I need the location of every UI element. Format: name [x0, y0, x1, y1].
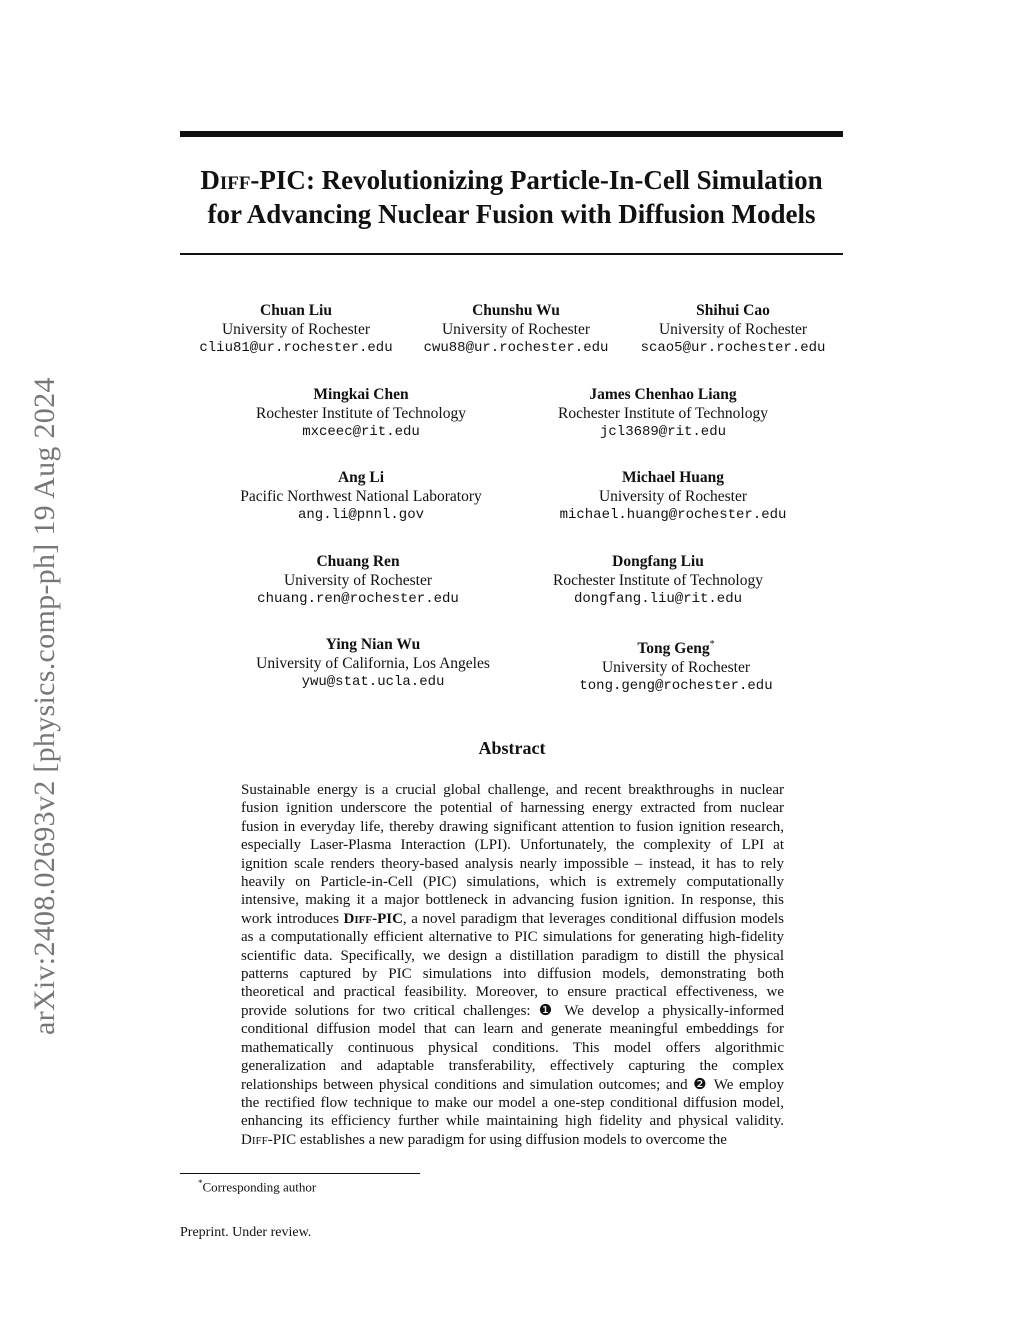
author-affiliation: Rochester Institute of Technology [553, 572, 763, 589]
author-affiliation: Rochester Institute of Technology [558, 405, 768, 422]
author-email[interactable]: scao5@ur.rochester.edu [640, 340, 826, 356]
author-email[interactable]: jcl3689@rit.edu [599, 424, 727, 440]
author-name: Chunshu Wu [472, 302, 560, 319]
author-name: Ying Nian Wu [325, 636, 421, 653]
author-block [533, 468, 813, 525]
title-top-rule [180, 131, 843, 137]
author-name: Shihui Cao [696, 302, 770, 319]
bullet-one-icon: ❶ [538, 1002, 557, 1019]
author-name: Chuang Ren [316, 553, 400, 570]
author-email[interactable]: michael.huang@rochester.edu [559, 507, 787, 523]
preprint-note: Preprint. Under review. [180, 1225, 312, 1240]
abstract-part2: , a novel paradigm that leverages conditional diffusion models as a computationally efficient alternative to PIC simulations for generating high-fidelity scientific data. Specifically, we design a distillation paradigm to distill the physical patterns captured by PIC simulations into diffusion models, demonstrating both theoretical and practical feasibility. Moreover, to ensure practical effectiveness, we provide solutions for two critical challenges: [241, 910, 784, 1019]
abstract-part5: establishes a new paradigm for using diffusion models to overcome the [296, 1131, 727, 1148]
author-block [218, 552, 498, 609]
author-block [518, 552, 798, 609]
author-affiliation: Rochester Institute of Technology [256, 405, 466, 422]
author-email[interactable]: ywu@stat.ucla.edu [301, 674, 445, 690]
author-email[interactable]: tong.geng@rochester.edu [579, 678, 773, 695]
arxiv-stamp: arXiv:2408.02693v2 [physics.comp-ph] 19 Aug 2024 [28, 377, 61, 1035]
abstract-method-name: Diff-PIC [343, 910, 403, 927]
author-email[interactable]: ang.li@pnnl.gov [297, 507, 425, 523]
author-email[interactable]: chuang.ren@rochester.edu [257, 591, 459, 607]
author-name: Chuan Liu [260, 302, 332, 319]
footnote-mark: * [198, 1178, 203, 1188]
author-block [221, 468, 501, 525]
footnote-rule [180, 1173, 420, 1174]
abstract-body [241, 781, 784, 1149]
author-affiliation: University of California, Los Angeles [256, 655, 490, 672]
footnote-text: Corresponding author [202, 1179, 317, 1195]
title-method-name: Diff-PIC [200, 165, 306, 195]
author-block [536, 635, 816, 696]
abstract-part3: We develop a physically-informed conditional diffusion model that can learn and generate meaningful embeddings for mathematically continuous physical conditions. This model offers algorithmic generalization and adaptable transferability, effectively capturing the complex relationships between physical conditions and simulation outcomes; and [241, 1002, 784, 1093]
author-block [221, 385, 501, 442]
author-name-text: Tong Geng [637, 640, 710, 658]
author-affiliation: University of Rochester [658, 321, 808, 338]
footnote [198, 1178, 316, 1195]
abstract-part4: We employ the rectified flow technique to make our model a one-step conditional diffusion model, enhancing its efficiency further while maintaining high fidelity and physical validity. [241, 1076, 784, 1130]
abstract-paragraph [241, 781, 784, 1149]
author-block [593, 301, 873, 358]
author-affiliation: University of Rochester [598, 488, 748, 505]
author-name [536, 635, 816, 658]
corresponding-mark[interactable]: * [709, 639, 715, 650]
author-email[interactable]: cliu81@ur.rochester.edu [199, 340, 393, 356]
title-line1: : Revolutionizing Particle-In-Cell Simulation [305, 165, 823, 195]
author-name: Dongfang Liu [612, 553, 704, 570]
author-affiliation: University of Rochester [283, 572, 433, 589]
author-email[interactable]: mxceec@rit.edu [302, 424, 420, 440]
author-email[interactable]: cwu88@ur.rochester.edu [423, 340, 609, 356]
author-name: Ang Li [337, 469, 385, 486]
abstract-method-name-plain: Diff-PIC [241, 1131, 297, 1148]
author-affiliation: University of Rochester [441, 321, 591, 338]
abstract-heading: Abstract [478, 738, 546, 758]
author-affiliation: University of Rochester [221, 321, 371, 338]
author-name: James Chenhao Liang [589, 386, 737, 403]
author-email[interactable]: dongfang.liu@rit.edu [573, 591, 743, 607]
author-name: Michael Huang [621, 469, 725, 486]
title-line2: for Advancing Nuclear Fusion with Diffusion Models [207, 199, 816, 229]
title-bottom-rule [180, 253, 843, 255]
author-block [523, 385, 803, 442]
author-affiliation: Pacific Northwest National Laboratory [240, 488, 482, 505]
author-name: Mingkai Chen [313, 386, 409, 403]
bullet-two-icon: ❷ [693, 1076, 709, 1093]
author-affiliation: University of Rochester [601, 659, 751, 677]
paper-title [150, 163, 873, 231]
abstract-part1: Sustainable energy is a crucial global challenge, and recent breakthroughs in nuclear fusion ignition underscore the potential of harnessing energy extracted from nuclear fusion in everyday life, thereby drawing significant attention to fusion ignition research, especially Laser-Plasma Interaction (LPI). Unfortunately, the complexity of LPI at ignition scale renders theory-based analysis nearly impossible – instead, it has to rely heavily on Particle-in-Cell (PIC) simulations, which is extremely computationally intensive, making it a major bottleneck in advancing fusion ignition. In response, this work introduces [241, 782, 784, 927]
author-block [233, 635, 513, 692]
